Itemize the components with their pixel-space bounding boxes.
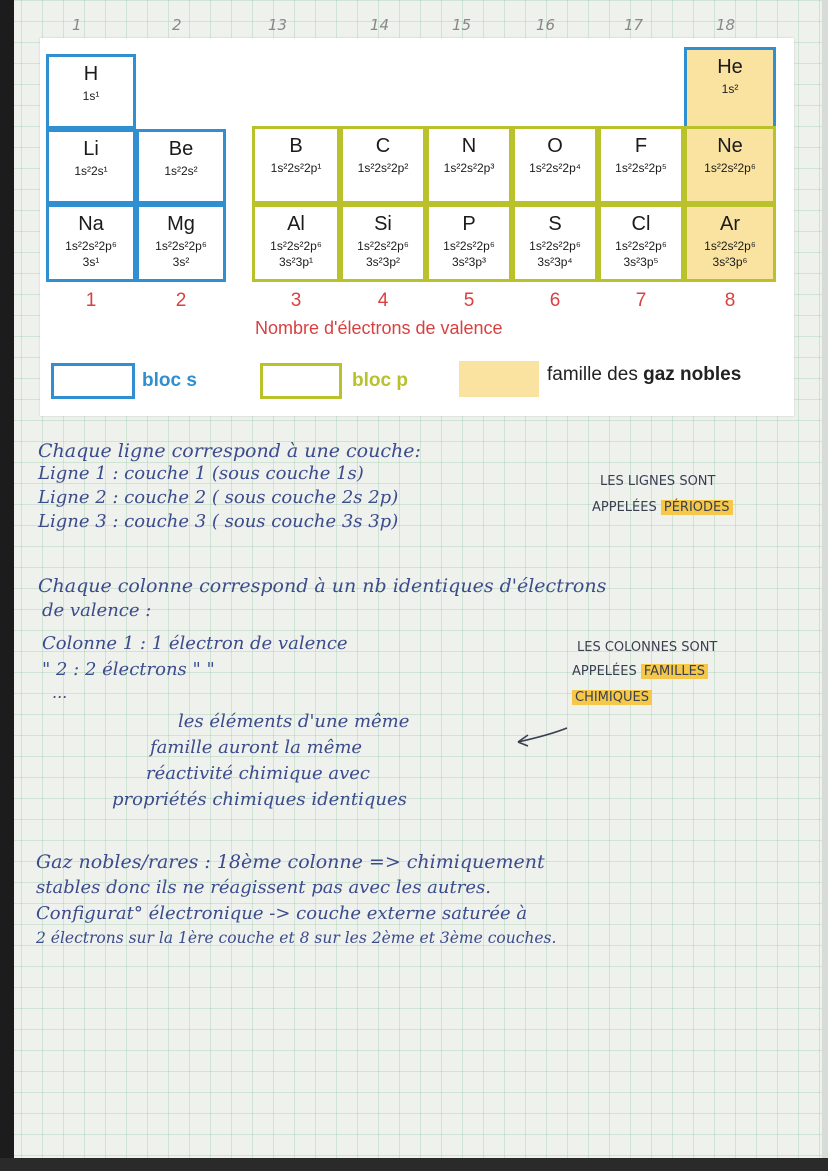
legend-swatch-gaz-nobles — [459, 361, 539, 397]
element-cell-h — [46, 54, 136, 129]
element-config: 1s²2s²2p² — [357, 161, 409, 175]
valence-number-8: 8 — [724, 290, 736, 311]
element-config-line-1: 1s²2s²2p⁶ — [615, 239, 667, 253]
legend-label-bloc-s: bloc s — [142, 370, 197, 391]
note-line-3: Ligne 3 : couche 3 ( sous couche 3s 3p) — [38, 511, 399, 532]
element-config-line-2: 3s²3p² — [365, 255, 400, 269]
note-line-2: Ligne 2 : couche 2 ( sous couche 2s 2p) — [38, 487, 399, 508]
note-cols-side-2 — [572, 664, 708, 679]
element-symbol: Be — [168, 138, 194, 160]
element-cell-mg — [136, 204, 226, 282]
note-cols-intro-1: Chaque colonne correspond à un nb identiques d'électrons — [38, 575, 607, 597]
element-symbol: Si — [374, 213, 392, 235]
element-config-line-2: 3s²3p³ — [451, 255, 486, 269]
highlight-periodes: PÉRIODES — [661, 500, 733, 515]
note-gaz-2: stables donc ils ne réagissent pas avec les autres. — [36, 877, 491, 898]
note-gaz-3: Configurat° électronique -> couche externe saturée à — [36, 903, 528, 924]
legend-noble-bold: gaz nobles — [643, 364, 742, 385]
note-lines-intro: Chaque ligne correspond à une couche: — [38, 440, 421, 462]
element-symbol: N — [461, 135, 477, 157]
legend-label-gaz-nobles — [547, 364, 741, 386]
element-cell-ar — [684, 204, 776, 282]
element-symbol: Ar — [720, 213, 740, 235]
element-symbol: Li — [83, 138, 99, 160]
element-cell-he — [684, 47, 776, 129]
element-cell-na — [46, 204, 136, 282]
element-config-line-2: 3s²3p⁵ — [623, 255, 659, 269]
element-symbol: S — [548, 213, 562, 235]
periodic-table-card — [40, 38, 794, 416]
element-config: 1s² — [721, 82, 739, 96]
element-config-line-1: 1s²2s²2p⁶ — [443, 239, 495, 253]
note-lines-side-2 — [592, 500, 733, 515]
note-gaz-1: Gaz nobles/rares : 18ème colonne => chimiquement — [36, 851, 545, 873]
element-config-line-1: 1s²2s²2p⁶ — [357, 239, 409, 253]
column-number-15: 15 — [452, 16, 472, 34]
note-family-3: réactivité chimique avec — [146, 763, 370, 784]
element-config: 1s²2s²2p³ — [443, 161, 495, 175]
element-symbol: B — [289, 135, 303, 157]
element-cell-ne — [684, 126, 776, 204]
element-config-line-1: 1s²2s²2p⁶ — [65, 239, 117, 253]
highlight-familles: FAMILLES — [641, 664, 708, 679]
element-config-line-2: 3s²3p⁶ — [712, 255, 748, 269]
column-number-13: 13 — [268, 16, 288, 34]
element-cell-si — [340, 204, 426, 282]
element-symbol: Al — [287, 213, 305, 235]
note-ellipsis: ... — [52, 683, 68, 702]
element-cell-n — [426, 126, 512, 204]
element-config-line-2: 3s²3p⁴ — [537, 255, 573, 269]
element-symbol: F — [634, 135, 648, 157]
element-config: 1s¹ — [82, 89, 100, 103]
element-config: 1s²2s² — [164, 164, 198, 178]
photo-edge-left — [0, 0, 14, 1171]
element-symbol: C — [375, 135, 391, 157]
valence-number-7: 7 — [635, 290, 647, 311]
element-symbol: Ne — [717, 135, 743, 157]
element-cell-al — [252, 204, 340, 282]
element-cell-be — [136, 129, 226, 204]
column-number-17: 17 — [624, 16, 644, 34]
note-line-1: Ligne 1 : couche 1 (sous couche 1s) — [38, 463, 364, 484]
note-cols-side-3 — [572, 690, 652, 705]
arrow-icon — [512, 722, 572, 752]
valence-axis-label: Nombre d'électrons de valence — [255, 318, 503, 338]
element-config-line-1: 1s²2s²2p⁶ — [270, 239, 322, 253]
note-cols-side-1: LES COLONNES SONT — [577, 640, 718, 655]
element-config-line-1: 1s²2s²2p⁶ — [529, 239, 581, 253]
legend-swatch-bloc-p — [260, 363, 342, 399]
column-number-16: 16 — [536, 16, 556, 34]
element-config-line-2: 3s¹ — [82, 255, 100, 269]
valence-number-1: 1 — [85, 290, 97, 311]
note-cols-intro-2: de valence : — [42, 600, 152, 621]
valence-number-4: 4 — [377, 290, 389, 311]
photo-edge-bottom — [0, 1158, 828, 1171]
element-config: 1s²2s²2p⁵ — [615, 161, 667, 175]
element-symbol: P — [462, 213, 476, 235]
legend-noble-prefix: famille des — [547, 364, 644, 385]
element-config: 1s²2s²2p⁶ — [704, 161, 756, 175]
photo-edge-right — [822, 0, 828, 1171]
column-number-14: 14 — [370, 16, 390, 34]
valence-number-5: 5 — [463, 290, 475, 311]
element-config: 1s²2s²2p¹ — [270, 161, 322, 175]
element-cell-f — [598, 126, 684, 204]
note-col-2: " 2 : 2 électrons " " — [42, 659, 215, 680]
element-symbol: He — [717, 56, 743, 78]
note-family-2: famille auront la même — [150, 737, 363, 758]
element-cell-p — [426, 204, 512, 282]
element-config: 1s²2s¹ — [74, 164, 108, 178]
column-number-1: 1 — [72, 16, 82, 34]
note-lines-side-2-text: APPELÉES — [592, 500, 657, 515]
column-number-2: 2 — [172, 16, 182, 34]
highlight-chimiques: CHIMIQUES — [572, 690, 652, 705]
column-number-18: 18 — [716, 16, 736, 34]
element-config-line-1: 1s²2s²2p⁶ — [704, 239, 756, 253]
element-cell-b — [252, 126, 340, 204]
element-config-line-2: 3s² — [172, 255, 190, 269]
note-gaz-4: 2 électrons sur la 1ère couche et 8 sur les 2ème et 3ème couches. — [36, 929, 557, 947]
element-symbol: H — [83, 63, 99, 85]
legend-label-bloc-p: bloc p — [352, 370, 408, 391]
element-cell-s — [512, 204, 598, 282]
element-config-line-1: 1s²2s²2p⁶ — [155, 239, 207, 253]
element-cell-li — [46, 129, 136, 204]
element-symbol: Cl — [631, 213, 651, 235]
valence-number-3: 3 — [290, 290, 302, 311]
note-family-1: les éléments d'une même — [178, 711, 410, 732]
element-config-line-2: 3s²3p¹ — [278, 255, 313, 269]
element-cell-c — [340, 126, 426, 204]
note-col-1: Colonne 1 : 1 électron de valence — [42, 633, 348, 654]
element-cell-cl — [598, 204, 684, 282]
note-cols-side-2-text: APPELÉES — [572, 664, 637, 679]
element-symbol: Na — [78, 213, 104, 235]
legend-swatch-bloc-s — [51, 363, 135, 399]
valence-number-6: 6 — [549, 290, 561, 311]
valence-number-2: 2 — [175, 290, 187, 311]
note-family-4: propriétés chimiques identiques — [112, 789, 407, 810]
element-config: 1s²2s²2p⁴ — [529, 161, 581, 175]
element-symbol: O — [547, 135, 563, 157]
element-symbol: Mg — [167, 213, 195, 235]
note-lines-side-1: LES LIGNES SONT — [600, 474, 716, 489]
element-cell-o — [512, 126, 598, 204]
